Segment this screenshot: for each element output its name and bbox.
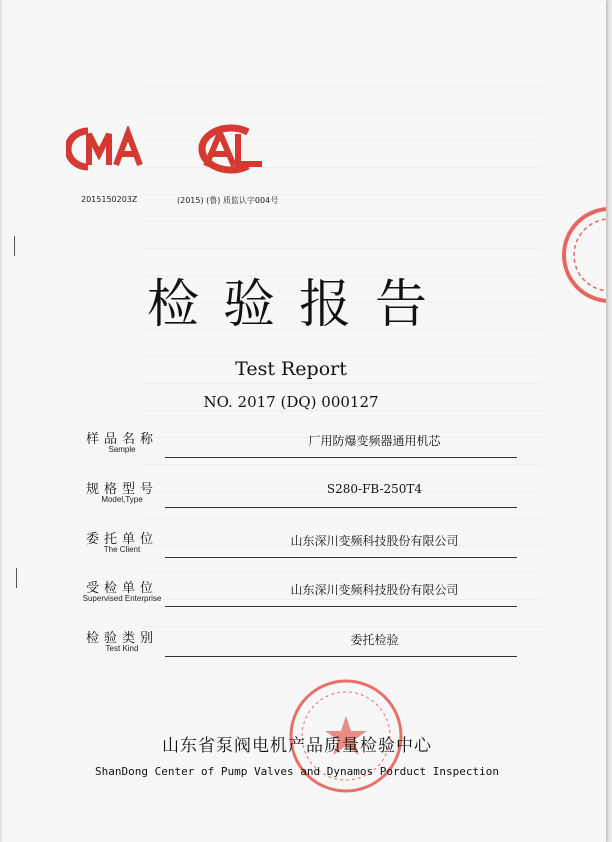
field-underline (165, 656, 517, 657)
field-underline (165, 507, 517, 508)
field-test-kind (62, 627, 517, 669)
field-label-zh: 规格型号 (85, 482, 158, 497)
cal-mark-icon (188, 124, 270, 174)
field-client (62, 528, 517, 570)
field-label-zh: 检验类别 (85, 631, 158, 646)
field-underline (165, 457, 517, 458)
cma-cert-number: 2015150203Z (81, 195, 138, 204)
organization-name-zh: 山东省泵阀电机产品质量检验中心 (162, 736, 432, 756)
report-title-en: Test Report (235, 358, 347, 380)
field-value: 委托检验 (350, 633, 399, 647)
report-cover-page (2, 0, 606, 842)
field-label-zh: 受检单位 (85, 581, 158, 596)
binding-mark (14, 236, 15, 256)
field-sample (62, 428, 517, 470)
field-label-en: Model,Type (101, 495, 143, 504)
field-model-type (62, 478, 517, 520)
field-label-zh: 委托单位 (85, 532, 158, 547)
cma-mark-icon (66, 126, 150, 172)
field-supervised-enterprise (62, 577, 517, 619)
organization-name-en: ShanDong Center of Pump Valves and Dynamos Porduct Inspection (95, 765, 499, 778)
field-underline (165, 606, 517, 607)
field-label-en: Test Kind (105, 644, 139, 653)
field-value: 山东深川变频科技股份有限公司 (290, 583, 459, 597)
field-value: 山东深川变频科技股份有限公司 (290, 534, 459, 548)
field-label-en: Sample (108, 445, 136, 454)
field-label-en: Supervised Enterprise (82, 594, 162, 603)
binding-mark (16, 568, 17, 588)
report-number: NO. 2017 (DQ) 000127 (203, 393, 379, 411)
cal-cert-number: (2015) (鲁) 质监认字004号 (177, 196, 279, 205)
edge-seal-icon (558, 200, 606, 310)
field-label-zh: 样品名称 (85, 432, 158, 447)
field-label-en: The Client (103, 545, 141, 554)
field-value: 厂用防爆变频器通用机芯 (308, 434, 441, 448)
report-title-zh: 检验报告 (146, 275, 451, 335)
field-underline (165, 557, 517, 558)
field-value: S280-FB-250T4 (326, 482, 423, 496)
